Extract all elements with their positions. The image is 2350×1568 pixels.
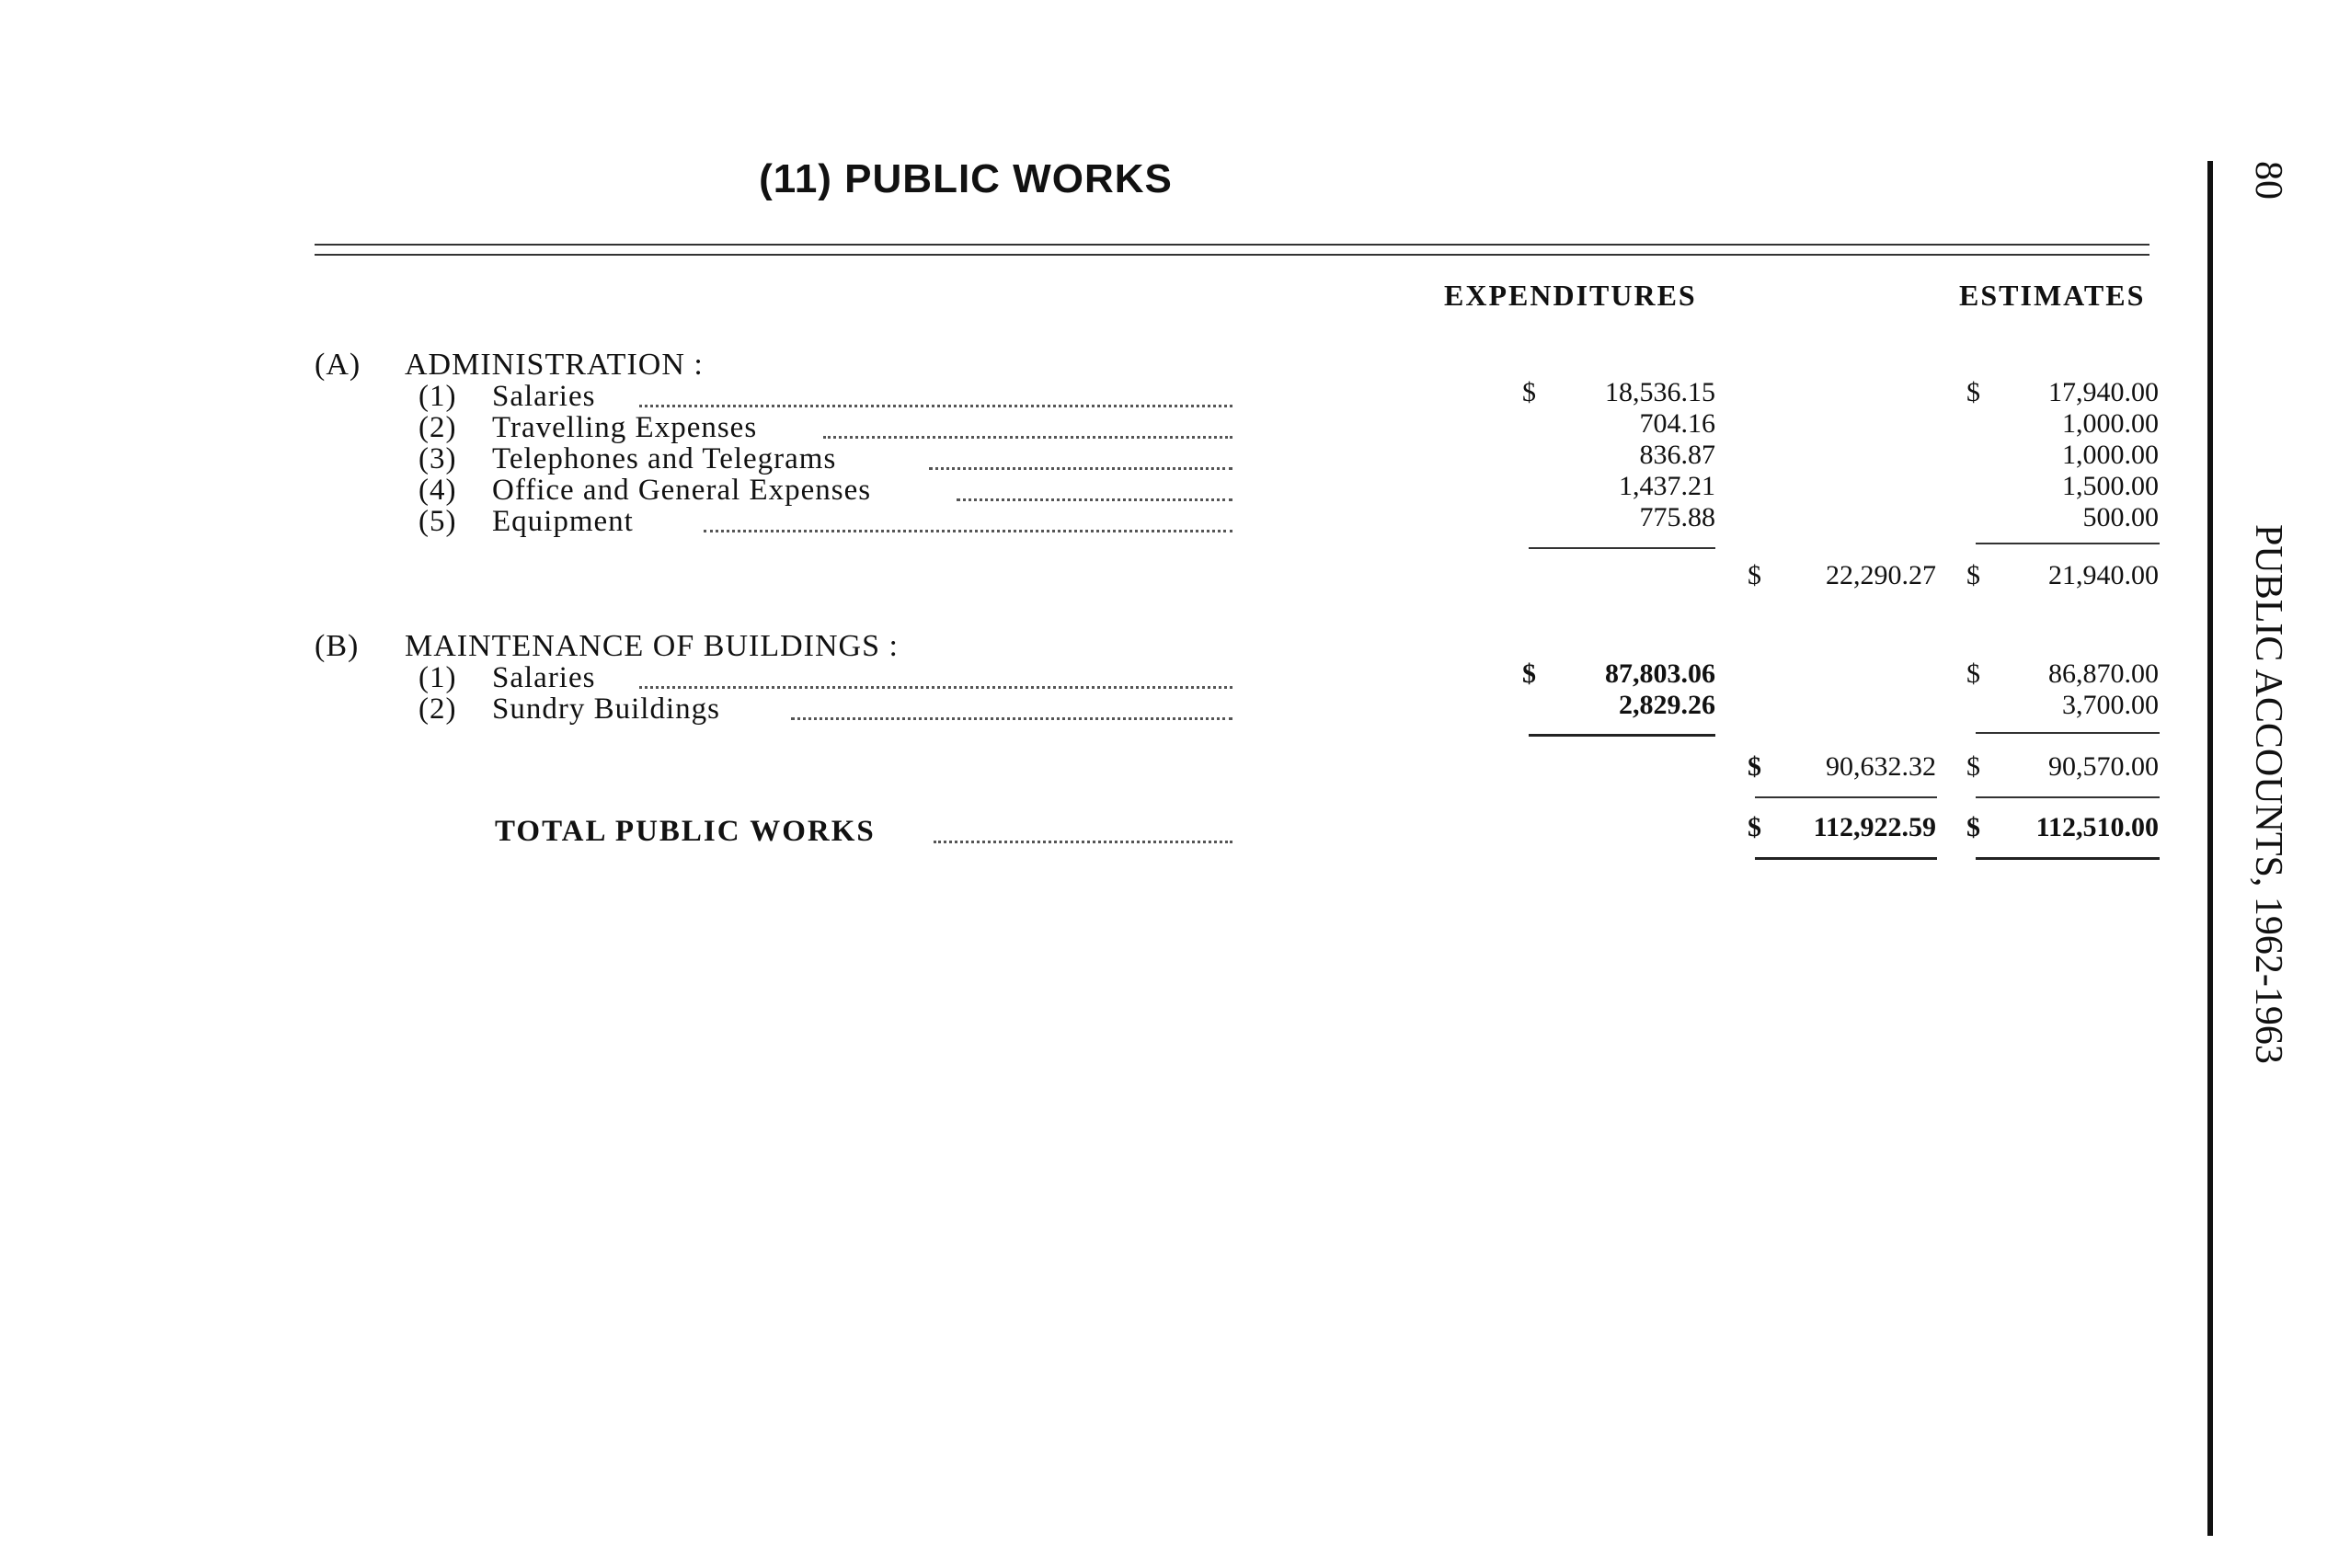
item-label: Sundry Buildings (492, 692, 720, 726)
section-a-expenditure-rule (1529, 547, 1715, 549)
item-number: (1) (418, 380, 457, 413)
section-a-estimate-rule (1976, 543, 2160, 544)
dollar-sign: $ (1748, 560, 1761, 590)
expenditure-value: 2,829.26 (1619, 690, 1715, 720)
section-a-subtotal-expenditure: 22,290.27 (1826, 560, 1936, 590)
dollar-sign: $ (1522, 377, 1536, 407)
section-b-subtotal-expenditure: 90,632.32 (1826, 751, 1936, 782)
estimate-value: 86,870.00 (2048, 658, 2159, 689)
dollar-sign: $ (1748, 751, 1761, 782)
dollar-sign: $ (1966, 377, 1980, 407)
dollar-sign: $ (1966, 560, 1980, 590)
leader-dots (639, 405, 1232, 407)
item-label: Office and General Expenses (492, 474, 872, 507)
expenditure-value: 18,536.15 (1605, 377, 1715, 407)
leader-dots (823, 436, 1232, 439)
total-estimate-bottom-rule (1976, 857, 2160, 860)
estimate-value: 1,000.00 (2062, 408, 2159, 439)
item-number: (2) (418, 692, 457, 726)
total-expenditure-bottom-rule (1755, 857, 1937, 860)
side-page-number: 80 (2247, 161, 2289, 200)
section-b-subtotal-estimate: 90,570.00 (2048, 751, 2159, 782)
item-label: Travelling Expenses (492, 411, 758, 444)
estimate-value: 17,940.00 (2048, 377, 2159, 407)
section-b-heading: MAINTENANCE OF BUILDINGS : (405, 629, 899, 663)
dollar-sign: $ (1748, 812, 1761, 842)
total-estimate-top-rule (1976, 796, 2160, 798)
expenditure-value: 775.88 (1639, 502, 1715, 532)
item-number: (5) (418, 505, 457, 538)
section-b-letter: (B) (315, 629, 360, 663)
side-binding-line (2207, 161, 2213, 1536)
item-label: Salaries (492, 380, 596, 413)
title-rule-top (315, 244, 2149, 246)
estimate-value: 500.00 (2082, 502, 2159, 532)
item-number: (4) (418, 474, 457, 507)
leader-dots (934, 841, 1232, 843)
section-a-subtotal-estimate: 21,940.00 (2048, 560, 2159, 590)
estimates-heading: ESTIMATES (1959, 279, 2146, 312)
expenditure-value: 87,803.06 (1605, 658, 1715, 689)
title-rule-bottom (315, 254, 2149, 256)
expenditure-value: 1,437.21 (1619, 471, 1715, 501)
item-label: Salaries (492, 661, 596, 694)
expenditure-value: 836.87 (1639, 440, 1715, 470)
estimate-value: 1,500.00 (2062, 471, 2159, 501)
total-label: TOTAL PUBLIC WORKS (495, 815, 876, 848)
item-number: (3) (418, 442, 457, 475)
section-b-expenditure-rule (1529, 734, 1715, 737)
item-label: Equipment (492, 505, 634, 538)
item-number: (1) (418, 661, 457, 694)
leader-dots (639, 686, 1232, 689)
expenditures-heading: EXPENDITURES (1444, 279, 1697, 312)
leader-dots (791, 717, 1232, 720)
total-expenditure: 112,922.59 (1813, 812, 1936, 842)
leader-dots (929, 467, 1232, 470)
total-estimate: 112,510.00 (2035, 812, 2159, 842)
side-title: PUBLIC ACCOUNTS, 1962-1963 (2247, 524, 2289, 1064)
dollar-sign: $ (1522, 658, 1536, 689)
dollar-sign: $ (1966, 812, 1980, 842)
dollar-sign: $ (1966, 751, 1980, 782)
estimate-value: 3,700.00 (2062, 690, 2159, 720)
item-label: Telephones and Telegrams (492, 442, 837, 475)
dollar-sign: $ (1966, 658, 1980, 689)
leader-dots (704, 530, 1232, 532)
section-b-estimate-rule (1976, 732, 2160, 734)
item-number: (2) (418, 411, 457, 444)
page-title: (11) PUBLIC WORKS (759, 156, 1173, 201)
total-expenditure-top-rule (1755, 796, 1937, 798)
section-a-heading: ADMINISTRATION : (405, 348, 704, 382)
expenditure-value: 704.16 (1639, 408, 1715, 439)
estimate-value: 1,000.00 (2062, 440, 2159, 470)
section-a-letter: (A) (315, 348, 361, 382)
leader-dots (957, 498, 1232, 501)
